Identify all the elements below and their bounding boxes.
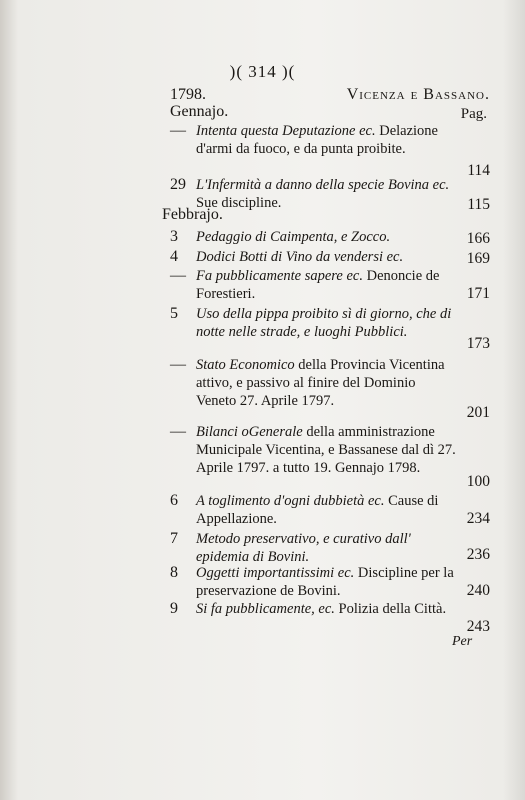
- entry-page: 201: [466, 404, 490, 421]
- entry-page: 171: [466, 285, 490, 302]
- entry-day: —: [170, 267, 186, 284]
- entry-text: Polizia della Città.: [334, 601, 447, 617]
- entry-page: 236: [466, 546, 490, 563]
- index-entry: [160, 305, 490, 352]
- entry-text: Discipline per la preservazione de Bovini.: [196, 565, 454, 599]
- index-entry: [160, 356, 490, 421]
- entry-italic: Uso della pippa proibito sì di giorno, che di notte nelle strade, e luoghi Pubblici.: [196, 306, 452, 340]
- index-entry: [160, 600, 490, 635]
- entry-page: 240: [466, 582, 490, 599]
- entry-day: 6: [170, 492, 178, 509]
- entry-page: 243: [466, 618, 490, 635]
- entry-text: della amministrazione Municipale Vicentina, e Bassanese dal dì 27. Aprile 1797. a tutto 19. Gennajo 1798.: [196, 424, 456, 476]
- entry-page: 166: [466, 230, 490, 247]
- entry-text: Cause di Appellazione.: [196, 493, 439, 527]
- entry-page: 115: [467, 196, 490, 213]
- entry-day: 29: [170, 176, 186, 193]
- entry-page: 100: [466, 473, 490, 490]
- entry-text: della Provincia Vicentina attivo, e passivo al finire del Dominio Veneto 27. Aprile 1797.: [196, 357, 445, 409]
- entry-day: 5: [170, 305, 178, 322]
- entry-italic: Metodo preservativo, e curativo dall' epidemia di Bovini.: [196, 531, 411, 565]
- running-head: [170, 86, 490, 104]
- entry-italic: A toglimento d'ogni dubbietà ec.: [196, 493, 385, 509]
- entry-italic: L'Infermità a danno della specie Bovina ec.: [196, 177, 450, 193]
- entry-italic: Oggetti importantissimi ec.: [196, 565, 355, 581]
- entry-text: Denoncie de Forestieri.: [196, 268, 440, 302]
- month-febbrajo: Febbrajo.: [162, 206, 223, 223]
- entry-day: —: [170, 122, 186, 139]
- entry-italic: Pedaggio di Caimpenta, e Zocco.: [196, 229, 391, 245]
- month-gennajo: Gennajo.: [170, 103, 229, 120]
- entry-day: 3: [170, 228, 178, 245]
- entry-page: 234: [466, 510, 490, 527]
- entry-italic: Dodici Botti di Vino da vendersi ec.: [196, 249, 404, 265]
- running-head-title: Vicenza e Bassano.: [346, 86, 490, 103]
- index-entry: [160, 492, 490, 528]
- entry-text: Sue discipline.: [196, 195, 282, 211]
- index-entry: [160, 423, 490, 490]
- entry-page: 173: [466, 335, 490, 352]
- index-entry: [160, 176, 490, 212]
- entry-italic: Fa pubblicamente sapere ec.: [196, 268, 363, 284]
- page-number: )( 314 )(: [229, 62, 296, 81]
- index-entry: [160, 267, 490, 303]
- entry-italic: Intenta questa Deputazione ec.: [196, 123, 376, 139]
- entry-day: 4: [170, 248, 178, 265]
- index-entry: [160, 530, 490, 566]
- index-entry: [160, 564, 490, 600]
- entry-day: —: [170, 423, 186, 440]
- catchword: Per: [452, 634, 473, 649]
- entry-day: 8: [170, 564, 178, 581]
- index-entry: [160, 228, 490, 246]
- entry-italic: Stato Economico: [196, 357, 295, 373]
- running-head-year: 1798.: [170, 86, 206, 103]
- entry-day: 9: [170, 600, 178, 617]
- index-entry: [160, 122, 490, 179]
- pag-heading: Pag.: [460, 106, 487, 122]
- entry-page: 114: [467, 162, 490, 179]
- entry-text: Delazione d'armi da fuoco, e da punta proibite.: [196, 123, 438, 157]
- entry-day: —: [170, 356, 186, 373]
- entry-italic: Bilanci oGenerale: [196, 424, 303, 440]
- entry-italic: Si fa pubblicamente, ec.: [196, 601, 335, 617]
- entry-day: 7: [170, 530, 178, 547]
- page-edge-shadow: [503, 0, 525, 800]
- entry-page: 169: [466, 250, 490, 267]
- index-entry: [160, 248, 490, 266]
